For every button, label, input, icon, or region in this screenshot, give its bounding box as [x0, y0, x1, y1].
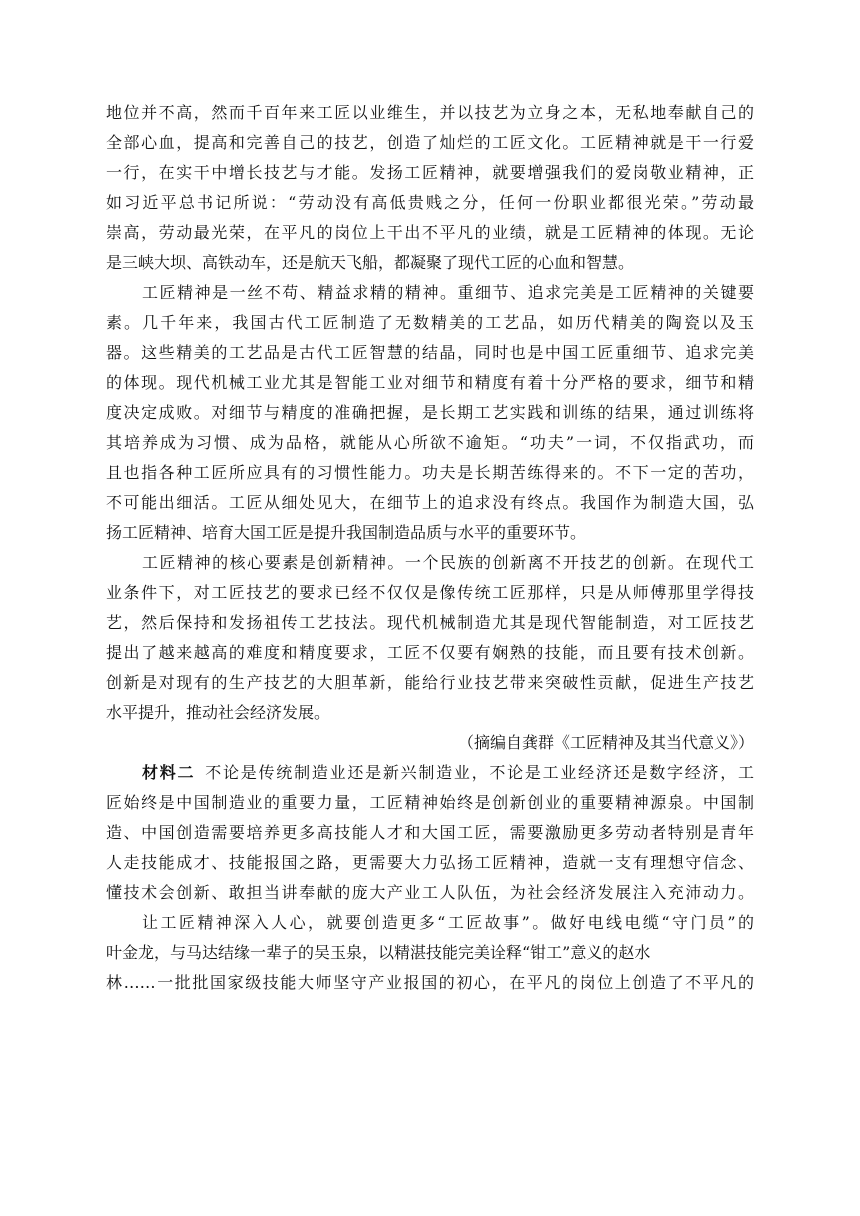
- paragraph-3: [106, 548, 754, 728]
- text-line: 工匠精神是一丝不苟、精益求精的精神。重细节、追求完美是工匠精神的关键要: [142, 283, 754, 302]
- text-line: 地位并不高，然而千百年来工匠以业维生，并以技艺为立身之本，无私地奉献自己的: [106, 103, 754, 122]
- text-line: 叶金龙，与马达结缘一辈子的吴玉泉，以精湛技能完美诠释“钳工”意义的赵水: [106, 943, 651, 962]
- text-line: [106, 758, 754, 788]
- text-line: 如习近平总书记所说：“劳动没有高低贵贱之分，任何一份职业都很光荣。”劳动最: [106, 193, 754, 212]
- paragraph-1: [106, 98, 754, 278]
- text-line: 水平提升，推动社会经济发展。: [106, 703, 331, 722]
- text-line: 素。几千年来，我国古代工匠制造了无数精美的工艺品，如历代精美的陶瓷以及玉: [106, 313, 754, 332]
- text-segment: 不论是传统制造业还是新兴制造业，不论是工业经济还是数字经济，工: [205, 763, 754, 782]
- text-line: 林……一批批国家级技能大师坚守产业报国的初心，在平凡的岗位上创造了不平凡的: [106, 973, 754, 992]
- text-line: 的体现。现代机械工业尤其是智能工业对细节和精度有着十分严格的要求，细节和精: [106, 373, 754, 392]
- text-line: 让工匠精神深入人心，就要创造更多“工匠故事”。做好电线电缆“守门员”的: [142, 913, 754, 932]
- text-line: 一行，在实干中增长技艺与才能。发扬工匠精神，就要增强我们的爱岗敬业精神，正: [106, 163, 754, 182]
- text-line: 业条件下，对工匠技艺的要求已经不仅仅是像传统工匠那样，只是从师傅那里学得技: [106, 583, 754, 602]
- text-line: 匠始终是中国制造业的重要力量，工匠精神始终是创新创业的重要精神源泉。中国制: [106, 793, 754, 812]
- text-line: 人走技能成才、技能报国之路，更需要大力弘扬工匠精神，造就一支有理想守信念、: [106, 853, 754, 872]
- text-line: 扬工匠精神、培育大国工匠是提升我国制造品质与水平的重要环节。: [106, 523, 587, 542]
- paragraph-2: [106, 278, 754, 548]
- text-line: 是三峡大坝、高铁动车，还是航天飞船，都凝聚了现代工匠的心血和智慧。: [106, 253, 635, 272]
- text-line: 且也指各种工匠所应具有的习惯性能力。功夫是长期苦练得来的。不下一定的苦功，: [106, 463, 754, 482]
- text-line: 器。这些精美的工艺品是古代工匠智慧的结晶，同时也是中国工匠重细节、追求完美: [106, 343, 754, 362]
- text-line: 造、中国创造需要培养更多高技能人才和大国工匠，需要激励更多劳动者特别是青年: [106, 823, 754, 842]
- text-line: 艺，然后保持和发扬祖传工艺技法。现代机械制造尤其是现代智能制造，对工匠技艺: [106, 613, 754, 632]
- document-page: [106, 98, 754, 998]
- text-line: 工匠精神的核心要素是创新精神。一个民族的创新离不开技艺的创新。在现代工: [142, 553, 754, 572]
- text-line: 崇高，劳动最光荣，在平凡的岗位上干出不平凡的业绩，就是工匠精神的体现。无论: [106, 223, 754, 242]
- text-line: 懂技术会创新、敢担当讲奉献的庞大产业工人队伍，为社会经济发展注入充沛动力。: [106, 883, 754, 902]
- text-line: 不可能出细活。工匠从细处见大，在细节上的追求没有终点。我国作为制造大国，弘: [106, 493, 754, 512]
- text-line: 全部心血，提高和完善自己的技艺，创造了灿烂的工匠文化。工匠精神就是干一行爱: [106, 133, 754, 152]
- material-2: [106, 758, 754, 908]
- text-line: 创新是对现有的生产技艺的大胆革新，能给行业技艺带来突破性贡献，促进生产技艺: [106, 673, 754, 692]
- material-label: 材料二: [142, 763, 196, 782]
- text-line: 度决定成败。对细节与精度的准确把握，是长期工艺实践和训练的结果，通过训练将: [106, 403, 754, 422]
- text-line: 其培养成为习惯、成为品格，就能从心所欲不逾矩。“功夫”一词，不仅指武功，而: [106, 433, 754, 452]
- source-citation: （摘编自龚群《工匠精神及其当代意义》）: [457, 733, 754, 752]
- paragraph-5: [106, 908, 754, 998]
- text-line: 提出了越来越高的难度和精度要求，工匠不仅要有娴熟的技能，而且要有技术创新。: [106, 643, 754, 662]
